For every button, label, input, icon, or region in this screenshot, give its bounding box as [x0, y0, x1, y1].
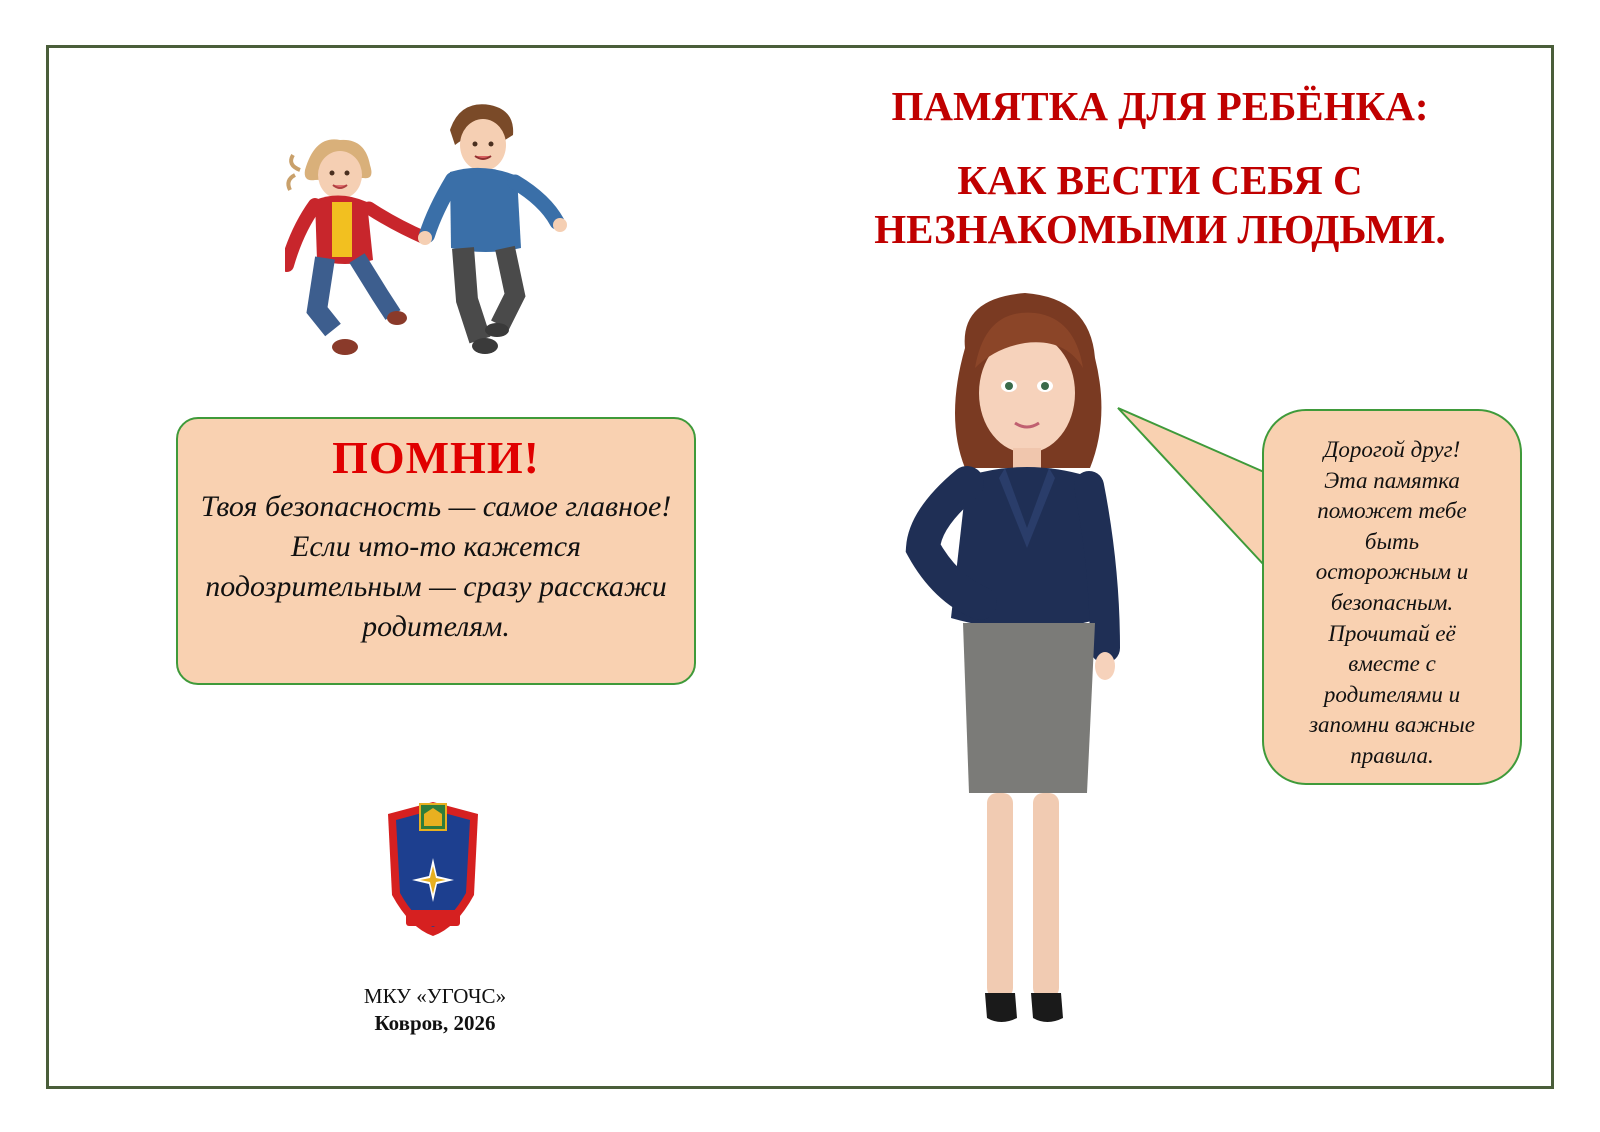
remember-heading: ПОМНИ!: [332, 432, 540, 483]
bubble-line: осторожным и: [1315, 559, 1469, 585]
organization-name: МКУ «УГОЧС»: [363, 984, 507, 1008]
boy-figure: [418, 104, 567, 354]
remember-box: [176, 417, 696, 685]
city-year: Ковров, 2026: [374, 1011, 496, 1035]
bubble-line: быть: [1364, 528, 1420, 554]
bubble-line: Дорогой друг!: [1323, 437, 1461, 462]
bubble-line: правила.: [1350, 742, 1434, 768]
bubble-line: запомни важные: [1309, 712, 1475, 738]
bubble-line: родителями и: [1323, 681, 1461, 707]
bubble-line: поможет тебе: [1317, 498, 1467, 524]
woman-teacher-illustration: [905, 288, 1150, 1038]
bubble-line: Прочитай её: [1328, 620, 1456, 646]
bubble-line: вместе с: [1348, 651, 1436, 677]
title-line-1: ПАМЯТКА ДЛЯ РЕБЁНКА:: [891, 83, 1429, 129]
bubble-line: безопасным.: [1330, 589, 1454, 615]
title-line-2: КАК ВЕСТИ СЕБЯ С НЕЗНАКОМЫМИ ЛЮДЬМИ.: [874, 157, 1446, 252]
running-children-illustration: [285, 100, 590, 375]
remember-text: Твоя безопасность — самое главное! Если что-то кажется подозрительным — сразу расскажи родителям.: [200, 490, 672, 643]
bubble-line: Эта памятка: [1324, 467, 1460, 493]
emergency-service-emblem: [384, 800, 482, 938]
speech-bubble: [1262, 409, 1522, 785]
girl-figure: [287, 139, 425, 355]
